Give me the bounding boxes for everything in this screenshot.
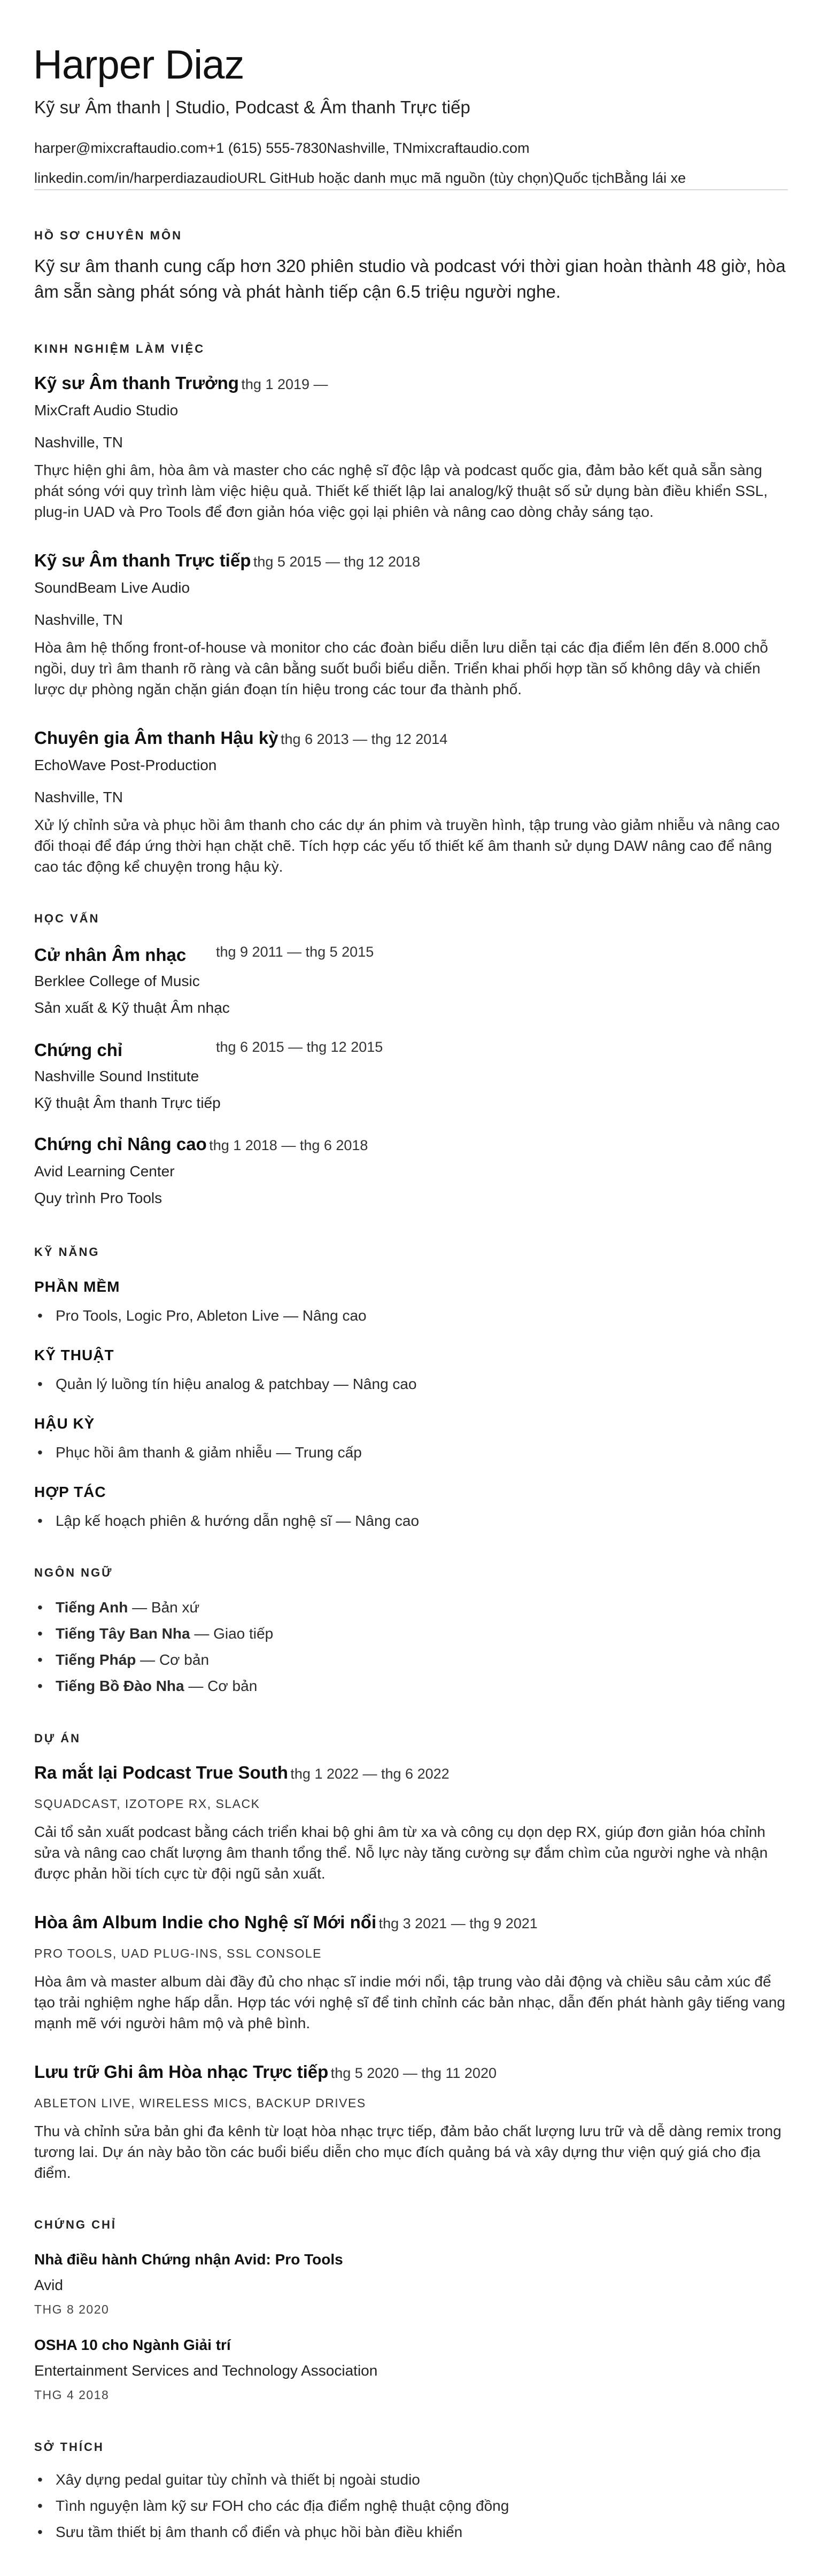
section-heading-projects: DỰ ÁN — [34, 1732, 81, 1745]
certification-issuer: Entertainment Services and Technology Association — [34, 2362, 378, 2379]
company-name: EchoWave Post-Production — [34, 757, 217, 773]
project-description: Cải tổ sản xuất podcast bằng cách triển khai bộ ghi âm từ xa và công cụ dọn dẹp RX, giúp đơn giản hóa chỉnh sửa và nâng cao chất lượng âm thanh tổng thể. Nỗ lực này tăng cường sự đắm chìm của người nghe và nhận được phản hồi tích cực từ đội ngũ sản xuất. — [34, 1824, 768, 1882]
tagline: Kỹ sư Âm thanh | Studio, Podcast & Âm thanh Trực tiếp — [34, 97, 470, 117]
certification-date: THG 8 2020 — [34, 2302, 110, 2316]
project-tags: SQUADCAST, IZOTOPE RX, SLACK — [34, 1797, 260, 1811]
job-dates: thg 6 2013 — thg 12 2014 — [281, 731, 448, 747]
skill-group-name: KỸ THUẬT — [34, 1347, 114, 1363]
bullet-icon: • — [37, 1376, 43, 1392]
bullet-icon: • — [37, 2524, 43, 2540]
section-heading-experience: KINH NGHIỆM LÀM VIỆC — [34, 342, 205, 355]
job-title: Kỹ sư Âm thanh Trực tiếp — [34, 550, 251, 570]
skill-item: • Phục hồi âm thanh & giảm nhiễu — Trung cấp — [37, 1444, 362, 1461]
job-location: Nashville, TN — [34, 789, 123, 805]
project-dates: thg 1 2022 — thg 6 2022 — [290, 1766, 450, 1782]
project-tags: PRO TOOLS, UAD PLUG-INS, SSL CONSOLE — [34, 1946, 322, 1960]
bullet-icon: • — [37, 1307, 43, 1324]
project-tags: ABLETON LIVE, WIRELESS MICS, BACKUP DRIVES — [34, 2096, 366, 2110]
section-heading-certifications: CHỨNG CHỈ — [34, 2218, 117, 2231]
education-dates: thg 6 2015 — thg 12 2015 — [216, 1039, 383, 1055]
bullet-icon: • — [37, 1651, 43, 1668]
language-item: • Tiếng Bồ Đào Nha — Cơ bản — [37, 1678, 258, 1694]
degree-title: Cử nhân Âm nhạc — [34, 945, 187, 965]
project-title: Ra mắt lại Podcast True South — [34, 1763, 288, 1782]
contact-line-2: linkedin.com/in/harperdiazaudioURL GitHub hoặc danh mục mã nguồn (tùy chọn)Quốc tịchBằng lái xe — [34, 170, 686, 186]
field-of-study: Kỹ thuật Âm thanh Trực tiếp — [34, 1095, 221, 1111]
job-dates: thg 1 2019 — — [241, 376, 328, 392]
project-dates: thg 5 2020 — thg 11 2020 — [330, 2065, 497, 2081]
job-location: Nashville, TN — [34, 611, 123, 628]
job-location: Nashville, TN — [34, 434, 123, 451]
job-description: Xử lý chỉnh sửa và phục hồi âm thanh cho các dự án phim và truyền hình, tập trung vào giảm nhiễu và nâng cao đối thoại để đáp ứng thời hạn chặt chẽ. Tích hợp các yếu tố thiết kế âm thanh sử dụng DAW nâng cao để nâng cao tác động kể chuyện trong hậu kỳ. — [34, 817, 780, 875]
language-item: • Tiếng Pháp — Cơ bản — [37, 1651, 210, 1668]
skill-group-name: PHẦN MỀM — [34, 1278, 120, 1295]
job-title: Kỹ sư Âm thanh Trưởng — [34, 373, 239, 393]
degree-title: Chứng chỉ — [34, 1040, 123, 1060]
certification-date: THG 4 2018 — [34, 2388, 110, 2402]
bullet-icon: • — [37, 1444, 43, 1461]
school-name: Avid Learning Center — [34, 1163, 175, 1180]
school-name: Nashville Sound Institute — [34, 1068, 199, 1084]
job-description: Thực hiện ghi âm, hòa âm và master cho các nghệ sĩ độc lập và podcast quốc gia, đảm bảo kết quả sẵn sàng phát sóng với quy trình làm việc hiệu quả. Thiết kế thiết lập lai analog/kỹ thuật số sử dụng bàn điều khiển SSL, plug-in UAD và Pro Tools để đơn giản hóa việc gọi lại phiên và nâng cao dòng chảy sáng tạo. — [34, 462, 768, 520]
education-dates: thg 9 2011 — thg 5 2015 — [216, 944, 374, 960]
section-heading-interests: SỞ THÍCH — [34, 2440, 104, 2454]
section-heading-languages: NGÔN NGỮ — [34, 1566, 113, 1579]
header-divider — [34, 189, 788, 190]
education-dates: thg 1 2018 — thg 6 2018 — [209, 1137, 368, 1153]
certification-name: Nhà điều hành Chứng nhận Avid: Pro Tools — [34, 2251, 343, 2268]
candidate-name: Harper Diaz — [33, 42, 244, 88]
degree-title: Chứng chỉ Nâng cao — [34, 1134, 207, 1154]
interest-item: • Tình nguyện làm kỹ sư FOH cho các địa điểm nghệ thuật cộng đồng — [37, 2497, 509, 2514]
section-heading-education: HỌC VẤN — [34, 912, 100, 925]
project-title: Lưu trữ Ghi âm Hòa nhạc Trực tiếp — [34, 2062, 329, 2082]
field-of-study: Sản xuất & Kỹ thuật Âm nhạc — [34, 999, 230, 1016]
language-item: • Tiếng Anh — Bản xứ — [37, 1599, 200, 1616]
school-name: Berklee College of Music — [34, 973, 200, 989]
section-heading-skills: KỸ NĂNG — [34, 1245, 100, 1259]
interest-item: • Xây dựng pedal guitar tùy chỉnh và thiết bị ngoài studio — [37, 2471, 420, 2488]
skill-group-name: HẬU KỲ — [34, 1415, 95, 1432]
bullet-icon: • — [37, 1625, 43, 1642]
skill-item: • Lập kế hoạch phiên & hướng dẫn nghệ sĩ — Nâng cao — [37, 1512, 420, 1529]
profile-summary: Kỹ sư âm thanh cung cấp hơn 320 phiên studio và podcast với thời gian hoàn thành 48 giờ, hòa âm sẵn sàng phát sóng và phát hành tiếp cận 6.5 triệu người nghe. — [34, 256, 786, 301]
project-description: Thu và chỉnh sửa bản ghi đa kênh từ loạt hòa nhạc trực tiếp, đảm bảo chất lượng lưu trữ và dễ dàng remix trong tương lai. Dự án này bảo tồn các buổi biểu diễn cho mục đích quảng bá và xây dựng thư viện quý giá cho địa điểm. — [34, 2123, 781, 2181]
job-dates: thg 5 2015 — thg 12 2018 — [253, 554, 421, 570]
bullet-icon: • — [37, 1678, 43, 1694]
project-description: Hòa âm và master album dài đầy đủ cho nhạc sĩ indie mới nổi, tập trung vào dải động và chiều sâu cảm xúc để tạo trải nghiệm nghe hấp dẫn. Hợp tác với nghệ sĩ để tinh chỉnh các bản nhạc, dẫn đến phát hành gây tiếng vang mạnh mẽ với người hâm mộ và phê bình. — [34, 1973, 786, 2031]
interest-item: • Sưu tầm thiết bị âm thanh cổ điển và phục hồi bàn điều khiển — [37, 2524, 463, 2540]
skill-item: • Pro Tools, Logic Pro, Ableton Live — Nâng cao — [37, 1307, 367, 1324]
project-dates: thg 3 2021 — thg 9 2021 — [378, 1915, 538, 1931]
contact-line-1: harper@mixcraftaudio.com+1 (615) 555-7830Nashville, TNmixcraftaudio.com — [34, 140, 530, 156]
bullet-icon: • — [37, 2471, 43, 2488]
company-name: SoundBeam Live Audio — [34, 579, 190, 596]
project-title: Hòa âm Album Indie cho Nghệ sĩ Mới nổi — [34, 1912, 377, 1932]
bullet-icon: • — [37, 2497, 43, 2514]
field-of-study: Quy trình Pro Tools — [34, 1190, 162, 1206]
skill-item: • Quản lý luồng tín hiệu analog & patchbay — Nâng cao — [37, 1376, 417, 1392]
bullet-icon: • — [37, 1599, 43, 1616]
language-item: • Tiếng Tây Ban Nha — Giao tiếp — [37, 1625, 274, 1642]
certification-issuer: Avid — [34, 2277, 63, 2293]
job-title: Chuyên gia Âm thanh Hậu kỳ — [34, 728, 278, 748]
job-description: Hòa âm hệ thống front-of-house và monitor cho các đoàn biểu diễn lưu diễn tại các địa điểm lên đến 8.000 chỗ ngồi, duy trì âm thanh rõ ràng và cân bằng suốt buổi biểu diễn. Triển khai phối hợp tần số không dây và chiến lược dự phòng ngăn chặn gián đoạn tín hiệu trong các tour đa thành phố. — [34, 639, 768, 697]
certification-name: OSHA 10 cho Ngành Giải trí — [34, 2337, 231, 2353]
company-name: MixCraft Audio Studio — [34, 402, 179, 418]
bullet-icon: • — [37, 1512, 43, 1529]
section-heading-profile: HỒ SƠ CHUYÊN MÔN — [34, 229, 183, 242]
skill-group-name: HỢP TÁC — [34, 1484, 106, 1500]
